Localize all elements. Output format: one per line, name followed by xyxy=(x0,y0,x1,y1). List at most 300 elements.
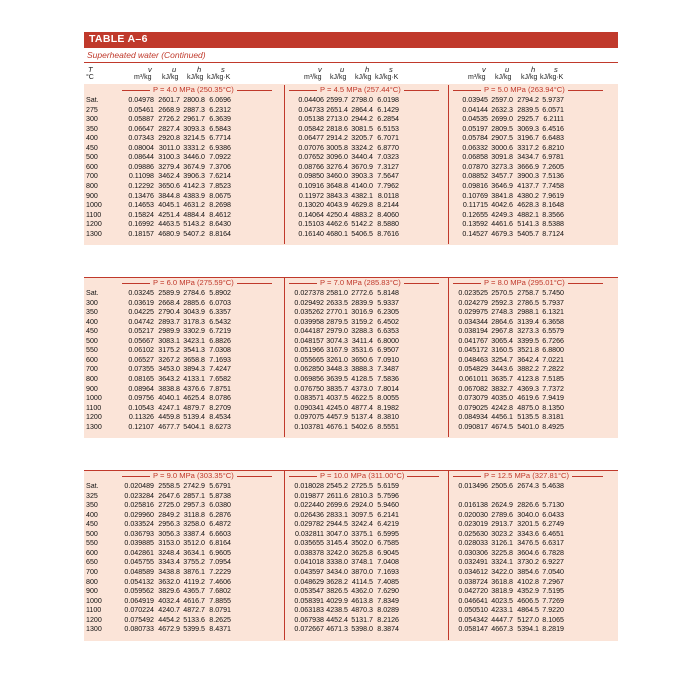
table-row xyxy=(84,597,618,607)
value-cell: 0.09886 xyxy=(128,162,154,171)
table-row xyxy=(84,625,618,635)
value-cell: 6.7714 xyxy=(209,134,231,143)
value-cell: 4454.2 xyxy=(158,615,180,624)
header-symbol-u: u xyxy=(340,65,345,74)
header-unit-u: kJ/kg xyxy=(495,74,512,81)
temperature-cell: 1200 xyxy=(86,615,102,624)
value-cell: 2893.7 xyxy=(158,317,180,326)
pressure-label: P = 10.0 MPa (311.00°C) xyxy=(317,471,407,481)
value-cell: 8.7124 xyxy=(542,229,564,238)
value-cell: 3081.5 xyxy=(351,124,373,133)
value-cell: 3276.4 xyxy=(326,162,348,171)
header-unit-s: kJ/kg·K xyxy=(375,74,399,81)
value-cell: 7.7372 xyxy=(542,384,564,393)
value-cell: 0.027378 xyxy=(294,289,324,297)
value-cell: 7.8349 xyxy=(377,596,399,605)
header-unit-s: kJ/kg·K xyxy=(540,74,564,81)
value-cell: 7.4606 xyxy=(209,577,231,586)
table-row xyxy=(84,106,618,116)
value-cell: 3642.4 xyxy=(517,355,539,364)
value-cell: 4462.6 xyxy=(326,220,348,229)
value-cell: 2810.3 xyxy=(351,491,373,500)
value-cell: 4233.1 xyxy=(491,606,513,615)
value-cell: 0.016138 xyxy=(458,501,488,510)
value-cell: 0.04406 xyxy=(298,96,324,104)
value-cell: 3047.0 xyxy=(326,529,348,538)
value-cell: 0.08766 xyxy=(298,162,324,171)
table-row xyxy=(84,163,618,173)
table-row xyxy=(84,153,618,163)
value-cell: 0.028033 xyxy=(458,539,488,548)
value-cell: 3056.3 xyxy=(158,529,180,538)
value-cell: 4238.5 xyxy=(326,606,348,615)
header-symbol-s: s xyxy=(389,65,393,74)
value-cell: 0.13020 xyxy=(298,201,324,210)
value-cell: 6.8000 xyxy=(377,336,399,345)
value-cell: 0.08964 xyxy=(128,384,154,393)
value-cell: 0.090817 xyxy=(458,422,488,431)
pressure-label: P = 4.0 MPa (250.35°C) xyxy=(150,85,237,95)
value-cell: 2961.7 xyxy=(183,115,205,124)
value-cell: 0.041767 xyxy=(458,336,488,345)
value-cell: 3446.0 xyxy=(183,153,205,162)
value-cell: 3876.1 xyxy=(183,567,205,576)
value-cell: 6.1321 xyxy=(542,308,564,317)
value-cell: 0.062850 xyxy=(294,365,324,374)
header-symbol-v: v xyxy=(148,65,152,74)
value-cell: 3097.5 xyxy=(351,510,373,519)
value-cell: 4119.2 xyxy=(183,577,205,586)
value-cell: 3423.1 xyxy=(183,336,205,345)
value-cell: 2920.8 xyxy=(158,134,180,143)
value-cell: 4376.6 xyxy=(183,384,205,393)
value-cell: 4864.5 xyxy=(517,606,539,615)
value-cell: 2798.0 xyxy=(351,96,373,104)
value-cell: 4032.4 xyxy=(158,596,180,605)
value-cell: 0.034344 xyxy=(458,317,488,326)
value-cell: 2699.6 xyxy=(326,501,348,510)
value-cell: 2633.5 xyxy=(326,298,348,307)
value-cell: 3279.4 xyxy=(158,162,180,171)
table-row xyxy=(84,492,618,502)
value-cell: 2632.3 xyxy=(491,105,513,114)
value-cell: 7.8855 xyxy=(209,596,231,605)
value-cell: 4463.5 xyxy=(158,220,180,229)
table-row xyxy=(84,134,618,144)
header-unit-v: m³/kg xyxy=(134,74,152,81)
header-unit-u: kJ/kg xyxy=(330,74,347,81)
value-cell: 3618.8 xyxy=(491,577,513,586)
value-cell: 0.12655 xyxy=(462,210,488,219)
value-cell: 3399.5 xyxy=(517,336,539,345)
table-row xyxy=(84,530,618,540)
value-cell: 0.064919 xyxy=(124,596,154,605)
value-cell: 2674.3 xyxy=(517,482,539,490)
value-cell: 0.04535 xyxy=(462,115,488,124)
value-cell: 3903.3 xyxy=(351,172,373,181)
temperature-cell: 700 xyxy=(86,567,98,576)
value-cell: 3091.8 xyxy=(491,153,513,162)
value-cell: 3658.8 xyxy=(183,355,205,364)
value-cell: 4123.8 xyxy=(517,374,539,383)
value-cell: 0.035655 xyxy=(294,539,324,548)
value-cell: 0.067938 xyxy=(294,615,324,624)
value-cell: 7.4085 xyxy=(377,577,399,586)
value-cell: 4875.0 xyxy=(517,403,539,412)
value-cell: 3674.9 xyxy=(183,162,205,171)
value-cell: 2725.0 xyxy=(158,501,180,510)
temperature-cell: 700 xyxy=(86,172,98,181)
temperature-cell: 350 xyxy=(86,308,98,317)
value-cell: 3096.0 xyxy=(326,153,348,162)
value-cell: 0.075492 xyxy=(124,615,154,624)
value-cell: 3844.8 xyxy=(158,191,180,200)
value-cell: 7.3127 xyxy=(377,162,399,171)
value-cell: 5.9460 xyxy=(377,501,399,510)
value-cell: 3512.0 xyxy=(183,539,205,548)
value-cell: 4362.0 xyxy=(351,587,373,596)
value-cell: 0.038378 xyxy=(294,548,324,557)
value-cell: 2570.5 xyxy=(491,289,513,297)
value-cell: 4037.5 xyxy=(326,394,348,403)
value-cell: 8.1648 xyxy=(542,201,564,210)
value-cell: 2826.6 xyxy=(517,501,539,510)
value-cell: 0.05138 xyxy=(298,115,324,124)
value-cell: 4250.4 xyxy=(326,210,348,219)
temperature-cell: 1300 xyxy=(86,422,102,431)
temperature-cell: 650 xyxy=(86,558,98,567)
value-cell: 7.6582 xyxy=(209,374,231,383)
value-cell: 3159.2 xyxy=(351,317,373,326)
value-cell: 7.7458 xyxy=(542,181,564,190)
value-cell: 7.9419 xyxy=(542,394,564,403)
value-cell: 0.048463 xyxy=(458,355,488,364)
table-row xyxy=(84,511,618,521)
pressure-label: P = 9.0 MPa (303.35°C) xyxy=(150,471,237,481)
value-cell: 0.12292 xyxy=(128,181,154,190)
value-cell: 3906.3 xyxy=(183,172,205,181)
value-cell: 4679.3 xyxy=(491,229,513,238)
value-cell: 2944.2 xyxy=(351,115,373,124)
value-cell: 5406.5 xyxy=(351,229,373,238)
value-cell: 3011.0 xyxy=(158,143,180,152)
value-cell: 8.5551 xyxy=(377,422,399,431)
value-cell: 2790.4 xyxy=(158,308,180,317)
value-cell: 2651.4 xyxy=(326,105,348,114)
value-cell: 3023.2 xyxy=(491,529,513,538)
value-cell: 6.7585 xyxy=(377,539,399,548)
value-cell: 2589.9 xyxy=(158,289,180,297)
value-cell: 7.5195 xyxy=(542,587,564,596)
value-cell: 2597.0 xyxy=(491,96,513,104)
value-cell: 2624.9 xyxy=(491,501,513,510)
value-cell: 4677.7 xyxy=(158,422,180,431)
value-cell: 3457.7 xyxy=(491,172,513,181)
value-cell: 2545.2 xyxy=(326,482,348,490)
value-cell: 3324.1 xyxy=(491,558,513,567)
value-cell: 3118.8 xyxy=(183,510,205,519)
table-row xyxy=(84,327,618,337)
value-cell: 2794.2 xyxy=(517,96,539,104)
temperature-cell: Sat. xyxy=(86,96,99,104)
value-cell: 2581.0 xyxy=(326,289,348,297)
value-cell: 3650.6 xyxy=(158,181,180,190)
table-row xyxy=(84,520,618,530)
table-row xyxy=(84,308,618,318)
value-cell: 4879.7 xyxy=(183,403,205,412)
value-cell: 5394.1 xyxy=(517,625,539,634)
value-cell: 5405.7 xyxy=(517,229,539,238)
temperature-cell: 600 xyxy=(86,355,98,364)
table-row xyxy=(84,201,618,211)
value-cell: 4629.8 xyxy=(351,201,373,210)
value-cell: 3343.4 xyxy=(158,558,180,567)
value-cell: 7.8014 xyxy=(377,384,399,393)
pressure-label: P = 5.0 MPa (263.94°C) xyxy=(481,85,568,95)
value-cell: 0.10916 xyxy=(298,181,324,190)
header-symbol-T: T xyxy=(88,65,93,74)
value-cell: 6.4502 xyxy=(377,317,399,326)
temperature-cell: 1100 xyxy=(86,606,102,615)
temperature-cell: 1100 xyxy=(86,403,102,412)
value-cell: 4680.1 xyxy=(326,229,348,238)
pressure-label: P = 6.0 MPa (275.59°C) xyxy=(150,278,237,288)
value-cell: 3040.0 xyxy=(517,510,539,519)
value-cell: 0.046641 xyxy=(458,596,488,605)
value-cell: 4137.7 xyxy=(517,181,539,190)
value-cell: 6.2312 xyxy=(209,105,231,114)
value-cell: 0.04225 xyxy=(128,308,154,317)
value-cell: 4625.4 xyxy=(183,394,205,403)
value-cell: 8.2698 xyxy=(209,201,231,210)
header-unit-h: kJ/kg xyxy=(187,74,204,81)
header-symbol-h: h xyxy=(197,65,202,74)
value-cell: 3201.5 xyxy=(517,520,539,529)
value-cell: 4606.5 xyxy=(517,596,539,605)
value-cell: 3205.7 xyxy=(351,134,373,143)
value-cell: 7.8523 xyxy=(209,181,231,190)
value-cell: 8.3874 xyxy=(377,625,399,634)
value-cell: 7.1693 xyxy=(209,355,231,364)
value-cell: 3730.2 xyxy=(517,558,539,567)
value-cell: 3888.3 xyxy=(351,365,373,374)
value-cell: 5.8738 xyxy=(209,491,231,500)
value-cell: 7.5836 xyxy=(377,374,399,383)
value-cell: 3016.9 xyxy=(351,308,373,317)
value-cell: 0.054829 xyxy=(458,365,488,374)
value-cell: 0.05197 xyxy=(462,124,488,133)
table-row xyxy=(84,404,618,414)
value-cell: 3160.5 xyxy=(491,346,513,355)
value-cell: 0.079025 xyxy=(458,403,488,412)
value-cell: 3214.5 xyxy=(183,134,205,143)
value-cell: 8.2709 xyxy=(209,403,231,412)
value-cell: 0.029975 xyxy=(458,308,488,317)
value-cell: 0.06527 xyxy=(128,355,154,364)
value-cell: 2857.1 xyxy=(183,491,205,500)
value-cell: 3065.4 xyxy=(491,336,513,345)
value-cell: 6.2876 xyxy=(209,510,231,519)
temperature-cell: 800 xyxy=(86,577,98,586)
value-cell: 0.13592 xyxy=(462,220,488,229)
value-cell: 6.4219 xyxy=(377,520,399,529)
value-cell: 8.4371 xyxy=(209,625,231,634)
value-cell: 0.084934 xyxy=(458,413,488,422)
value-cell: 4676.1 xyxy=(326,422,348,431)
value-cell: 3843.3 xyxy=(326,191,348,200)
temperature-cell: 900 xyxy=(86,384,98,393)
value-cell: 0.05667 xyxy=(128,336,154,345)
value-cell: 0.029782 xyxy=(294,520,324,529)
temperature-cell: 1000 xyxy=(86,596,102,605)
value-cell: 4042.6 xyxy=(491,201,513,210)
table-row xyxy=(84,587,618,597)
value-cell: 0.05217 xyxy=(128,327,154,336)
value-cell: 6.5432 xyxy=(209,317,231,326)
value-cell: 7.9220 xyxy=(542,606,564,615)
value-cell: 0.14653 xyxy=(128,201,154,210)
value-cell: 8.4534 xyxy=(209,413,231,422)
header-unit-h: kJ/kg xyxy=(355,74,372,81)
value-cell: 0.059562 xyxy=(124,587,154,596)
value-cell: 0.16140 xyxy=(298,229,324,238)
value-cell: 2885.6 xyxy=(183,298,205,307)
value-cell: 6.0696 xyxy=(209,96,231,104)
value-cell: 0.04978 xyxy=(128,96,154,104)
value-cell: 7.1693 xyxy=(377,567,399,576)
value-cell: 4045.1 xyxy=(158,201,180,210)
table-row xyxy=(84,172,618,182)
value-cell: 2839.5 xyxy=(517,105,539,114)
value-cell: 0.042861 xyxy=(124,548,154,557)
value-cell: 2907.5 xyxy=(491,134,513,143)
value-cell: 0.054342 xyxy=(458,615,488,624)
pressure-label: P = 4.5 MPa (257.44°C) xyxy=(317,85,404,95)
value-cell: 3632.0 xyxy=(158,577,180,586)
value-cell: 2770.1 xyxy=(326,308,348,317)
value-cell: 0.06647 xyxy=(128,124,154,133)
temperature-cell: 500 xyxy=(86,153,98,162)
value-cell: 4365.7 xyxy=(183,587,205,596)
value-cell: 0.070224 xyxy=(124,606,154,615)
table-row xyxy=(84,539,618,549)
value-cell: 4040.1 xyxy=(158,394,180,403)
value-cell: 2592.3 xyxy=(491,298,513,307)
table-row xyxy=(84,385,618,395)
value-cell: 6.8800 xyxy=(542,346,564,355)
value-cell: 2505.6 xyxy=(491,482,513,490)
value-cell: 0.051966 xyxy=(294,346,324,355)
table-row xyxy=(84,125,618,135)
table-row xyxy=(84,606,618,616)
value-cell: 0.04742 xyxy=(128,317,154,326)
temperature-cell: Sat. xyxy=(86,482,99,490)
value-cell: 2827.4 xyxy=(158,124,180,133)
value-cell: 0.032491 xyxy=(458,558,488,567)
value-cell: 0.026436 xyxy=(294,510,324,519)
value-cell: 3258.0 xyxy=(183,520,205,529)
value-cell: 4251.4 xyxy=(158,210,180,219)
value-cell: 3838.8 xyxy=(158,384,180,393)
value-cell: 8.5388 xyxy=(542,220,564,229)
value-cell: 7.7269 xyxy=(542,596,564,605)
value-cell: 3434.0 xyxy=(326,567,348,576)
value-cell: 8.2126 xyxy=(377,615,399,624)
temperature-cell: 400 xyxy=(86,510,98,519)
temperature-cell: 350 xyxy=(86,124,98,133)
table-row xyxy=(84,356,618,366)
value-cell: 4035.0 xyxy=(491,394,513,403)
table-row xyxy=(84,501,618,511)
value-cell: 7.4247 xyxy=(209,365,231,374)
value-cell: 0.045172 xyxy=(458,346,488,355)
value-cell: 8.0791 xyxy=(209,606,231,615)
header-unit-v: m³/kg xyxy=(304,74,322,81)
value-cell: 8.8164 xyxy=(209,229,231,238)
value-cell: 5131.7 xyxy=(351,615,373,624)
value-cell: 6.0571 xyxy=(542,105,564,114)
value-cell: 6.8770 xyxy=(377,143,399,152)
table-row xyxy=(84,568,618,578)
value-cell: 3634.1 xyxy=(183,548,205,557)
value-cell: 7.2822 xyxy=(542,365,564,374)
value-cell: 5.7130 xyxy=(542,501,564,510)
value-cell: 4133.1 xyxy=(183,374,205,383)
temperature-cell: 800 xyxy=(86,374,98,383)
value-cell: 4369.3 xyxy=(517,384,539,393)
value-cell: 0.05461 xyxy=(128,105,154,114)
value-cell: 8.3566 xyxy=(542,210,564,219)
value-cell: 2789.6 xyxy=(491,510,513,519)
value-cell: 3604.6 xyxy=(517,548,539,557)
value-cell: 2849.2 xyxy=(158,510,180,519)
value-cell: 3832.7 xyxy=(491,384,513,393)
value-cell: 0.035262 xyxy=(294,308,324,317)
table-row xyxy=(84,318,618,328)
temperature-cell: 300 xyxy=(86,115,98,124)
value-cell: 2784.6 xyxy=(183,289,205,297)
value-cell: 4247.1 xyxy=(158,403,180,412)
value-cell: 2758.7 xyxy=(517,289,539,297)
value-cell: 2914.2 xyxy=(326,134,348,143)
value-cell: 2989.9 xyxy=(158,327,180,336)
table-row xyxy=(84,144,618,154)
value-cell: 2924.0 xyxy=(351,501,373,510)
value-cell: 8.4612 xyxy=(209,210,231,219)
value-cell: 4872.7 xyxy=(183,606,205,615)
value-cell: 6.5153 xyxy=(377,124,399,133)
value-cell: 5402.6 xyxy=(351,422,373,431)
value-cell: 0.063183 xyxy=(294,606,324,615)
value-cell: 2748.3 xyxy=(491,308,513,317)
value-cell: 4459.8 xyxy=(158,413,180,422)
value-cell: 4619.6 xyxy=(517,394,539,403)
value-cell: 0.11715 xyxy=(462,201,488,210)
header-symbol-s: s xyxy=(221,65,225,74)
value-cell: 2558.5 xyxy=(158,482,180,490)
value-cell: 3453.0 xyxy=(158,365,180,374)
value-cell: 4616.7 xyxy=(183,596,205,605)
value-cell: 3870.0 xyxy=(351,567,373,576)
value-cell: 0.07355 xyxy=(128,365,154,374)
value-cell: 0.06332 xyxy=(462,143,488,152)
value-cell: 6.0703 xyxy=(209,298,231,307)
value-cell: 4383.9 xyxy=(183,191,205,200)
value-cell: 3476.5 xyxy=(517,539,539,548)
value-cell: 0.013496 xyxy=(458,482,488,490)
temperature-cell: 1000 xyxy=(86,394,102,403)
value-cell: 6.9386 xyxy=(209,143,231,152)
